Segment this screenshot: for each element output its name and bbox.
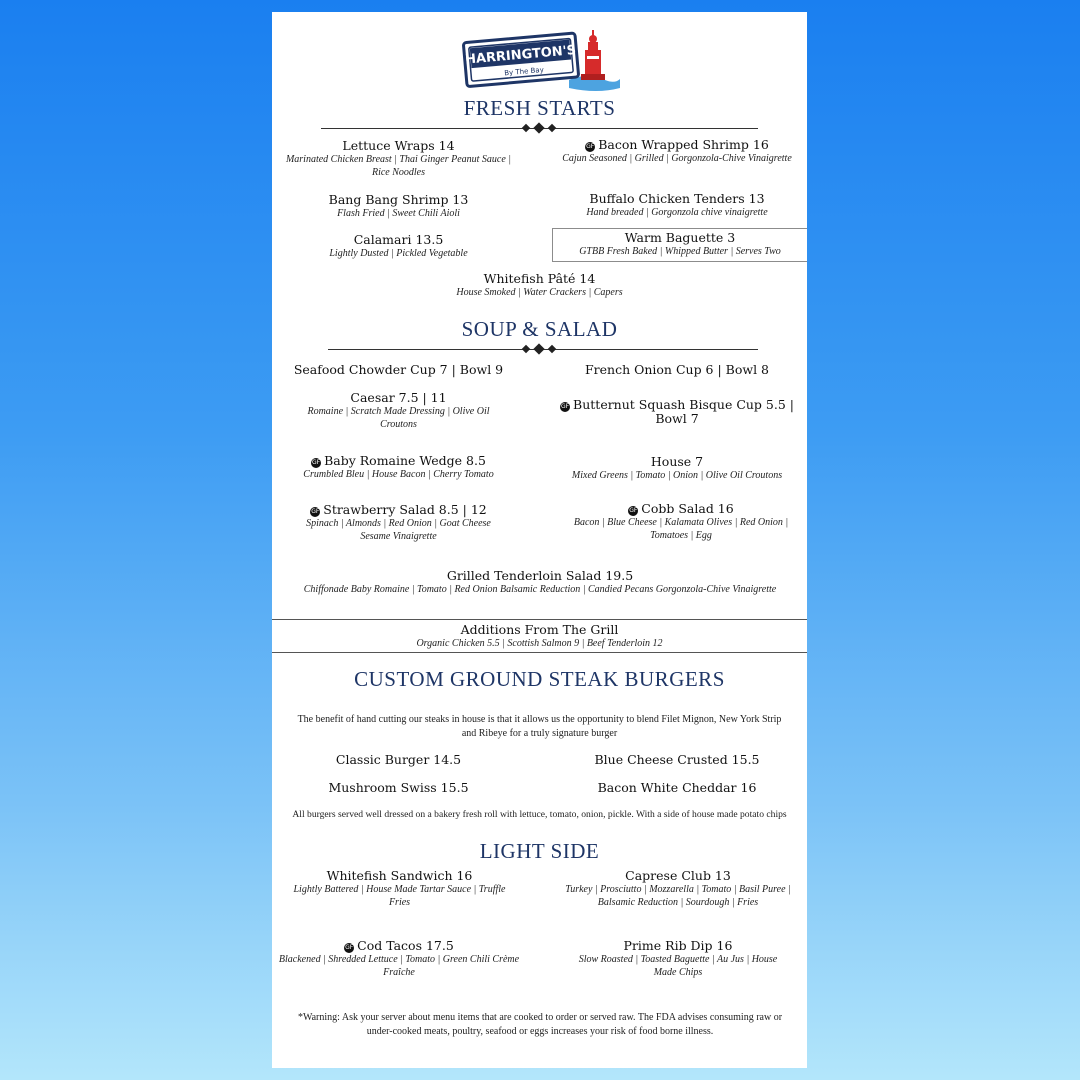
gluten-free-icon: GF <box>586 143 595 150</box>
burgers-intro: The benefit of hand cutting our steaks in house is that it allows us the opportunity to blend Filet Mignon, New York Strip and Ribeye for a truly signature burger <box>297 714 782 739</box>
fresh-starts-heading: FRESH STARTS <box>463 96 616 120</box>
burgers-heading: CUSTOM GROUND STEAK BURGERS <box>354 667 725 691</box>
burgers-note: All burgers served well dressed on a bakery fresh roll with lettuce, tomato, onion, pickle. With a side of house made potato chips <box>292 809 787 820</box>
soup-salad-heading: SOUP & SALAD <box>461 317 618 341</box>
menu-item-french-onion: French Onion Cup 6 | Bowl 8 <box>584 362 769 377</box>
additions-from-the-grill: Additions From The Grill Organic Chicken 5.5 | Scottish Salmon 9 | Beef Tenderloin 12 <box>416 622 663 649</box>
additions-top-rule <box>272 619 807 620</box>
menu-item-butternut-bisque: GF Butternut Squash Bisque Cup 5.5 | Bowl 7 <box>560 397 794 426</box>
menu-item-bacon-wrapped-shrimp: GF Bacon Wrapped Shrimp 16 Cajun Seasoned | Grilled | Gorgonzola-Chive Vinaigrette <box>562 137 792 164</box>
menu-item-cobb-salad: GF Cobb Salad 16 Bacon | Blue Cheese | Kalamata Olives | Red Onion | Tomatoes | Egg <box>573 501 789 541</box>
menu-item-calamari: Calamari 13.5 Lightly Dusted | Pickled Vegetable <box>329 232 468 259</box>
menu-item-bacon-white-cheddar: Bacon White Cheddar 16 <box>597 780 757 795</box>
menu-item-prime-rib-dip: Prime Rib Dip 16 Slow Roasted | Toasted Baguette | Au Jus | House Made Chips <box>578 938 778 978</box>
gluten-free-icon: GF <box>311 508 320 515</box>
menu-item-caprese-club: Caprese Club 13 Turkey | Prosciutto | Mozzarella | Tomato | Basil Puree | Balsamic Reduction | Sourdough | Fries <box>565 868 791 908</box>
svg-text:By The Bay: By The Bay <box>503 65 545 78</box>
food-safety-warning: *Warning: Ask your server about menu items that are cooked to order or served raw. The FDA advises consuming raw or under-cooked meats, poultry, seafood or eggs increases your risk of food borne illness. <box>297 1012 783 1037</box>
menu-item-bang-bang-shrimp: Bang Bang Shrimp 13 Flash Fried | Sweet Chili Aioli <box>328 192 469 219</box>
gluten-free-icon: GF <box>345 944 354 951</box>
gluten-free-icon: GF <box>560 403 570 410</box>
svg-text:HARRINGTON'S: HARRINGTON'S <box>464 43 577 68</box>
menu-item-lettuce-wraps: Lettuce Wraps 14 Marinated Chicken Breast | Thai Ginger Peanut Sauce | Rice Noodles <box>285 138 512 178</box>
additions-bottom-rule <box>272 652 807 653</box>
menu-item-strawberry-salad: GF Strawberry Salad 8.5 | 12 Spinach | Almonds | Red Onion | Goat Cheese Sesame Vinaigrette <box>306 502 491 542</box>
harringtons-logo <box>457 22 627 97</box>
gluten-free-icon: GF <box>629 507 638 514</box>
menu-item-caesar: Caesar 7.5 | 11 Romaine | Scratch Made Dressing | Olive Oil Croutons <box>307 390 490 430</box>
menu-item-buffalo-chicken-tenders: Buffalo Chicken Tenders 13 Hand breaded | Gorgonzola chive vinaigrette <box>586 191 768 218</box>
menu-item-grilled-tenderloin-salad: Grilled Tenderloin Salad 19.5 Chiffonade Baby Romaine | Tomato | Red Onion Balsamic Reduction | Candied Pecans Gorgonzola-Chive Vinaigrette <box>303 568 777 595</box>
menu-item-classic-burger: Classic Burger 14.5 <box>335 752 462 767</box>
menu-item-whitefish-pate: Whitefish Pâté 14 House Smoked | Water Crackers | Capers <box>456 271 623 298</box>
menu-item-house-salad: House 7 Mixed Greens | Tomato | Onion | Olive Oil Croutons <box>571 454 783 481</box>
buoy-icon <box>581 30 605 80</box>
menu-item-baby-romaine-wedge: GF Baby Romaine Wedge 8.5 Crumbled Bleu | House Bacon | Cherry Tomato <box>303 453 494 480</box>
menu-item-mushroom-swiss: Mushroom Swiss 15.5 <box>328 780 469 795</box>
menu-item-blue-cheese-crusted: Blue Cheese Crusted 15.5 <box>594 752 760 767</box>
menu-item-warm-baguette: Warm Baguette 3 GTBB Fresh Baked | Whipped Butter | Serves Two <box>579 230 781 257</box>
menu-item-whitefish-sandwich: Whitefish Sandwich 16 Lightly Battered | House Made Tartar Sauce | Truffle Fries <box>293 868 506 908</box>
menu-page <box>272 12 807 1068</box>
menu-item-cod-tacos: GF Cod Tacos 17.5 Blackened | Shredded Lettuce | Tomato | Green Chili Crème Fraîche <box>278 938 520 978</box>
menu-item-seafood-chowder: Seafood Chowder Cup 7 | Bowl 9 <box>293 362 504 377</box>
light-side-heading: LIGHT SIDE <box>479 839 600 863</box>
gluten-free-icon: GF <box>312 459 321 466</box>
